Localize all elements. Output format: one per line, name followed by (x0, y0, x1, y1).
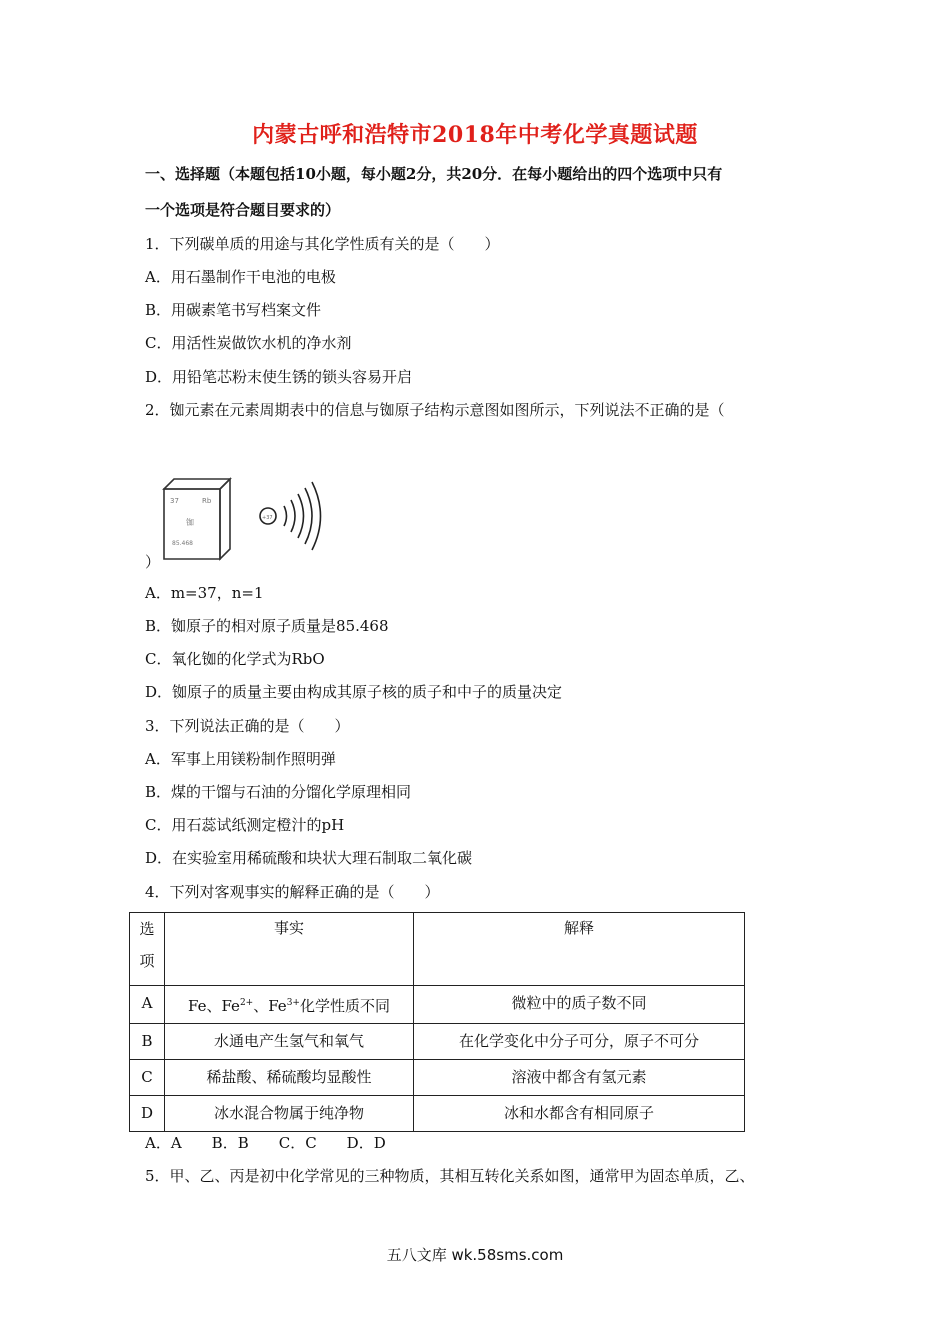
page-title: 内蒙古呼和浩特市2018年中考化学真题试题 (252, 122, 698, 148)
row-explain: 微粒中的质子数不同 (414, 986, 745, 1024)
table-row (130, 1060, 745, 1096)
q1-option-c: C．用活性炭做饮水机的净水剂 (145, 334, 352, 352)
header-fact: 事实 (165, 913, 414, 986)
header-option (130, 913, 165, 986)
row-fact: 冰水混合物属于纯净物 (165, 1096, 414, 1132)
row-fact: 水通电产生氢气和氧气 (165, 1024, 414, 1060)
header-explain: 解释 (414, 913, 745, 986)
q3-option-c: C．用石蕊试纸测定橙汁的pH (145, 816, 345, 834)
row-explain: 在化学变化中分子可分，原子不可分 (414, 1024, 745, 1060)
footer-watermark: 五八文库 wk.58sms.com (386, 1246, 564, 1264)
cell-name: 铷 (186, 518, 194, 527)
fact-part: 化学性质不同 (299, 997, 390, 1015)
q2-option-d: D．铷原子的质量主要由构成其原子核的质子和中子的质量决定 (145, 683, 563, 701)
q1-option-d: D．用铅笔芯粉末使生锈的锁头容易开启 (145, 368, 413, 386)
charge-sup: 3+ (286, 998, 300, 1008)
row-fact: 稀盐酸、稀硫酸均显酸性 (165, 1060, 414, 1096)
header-option-1: 选 (139, 920, 155, 938)
q3-option-d: D．在实验室用稀硫酸和块状大理石制取二氧化碳 (145, 849, 473, 867)
table-header-row (130, 913, 745, 986)
table-row (130, 986, 745, 1024)
q1-option-b: B．用碳素笔书写档案文件 (145, 301, 322, 319)
row-explain: 冰和水都含有相同原子 (414, 1096, 745, 1132)
cell-mass: 85.468 (172, 540, 193, 547)
q3-option-b: B．煤的干馏与石油的分馏化学原理相同 (145, 783, 412, 801)
charge-sup: 2+ (239, 998, 254, 1008)
q4-answers: A．A B．B C．C D．D (145, 1134, 386, 1152)
nucleus-label: +37 (262, 515, 273, 521)
q5-stem: 5．甲、乙、丙是初中化学常见的三种物质，其相互转化关系如图，通常甲为固态单质，乙、 (145, 1167, 755, 1185)
section-header-line1: 一、选择题（本题包括10小题，每小题2分，共20分．在每小题给出的四个选项中只有 (145, 165, 723, 183)
fact-part: Fe、Fe (188, 997, 240, 1015)
q3-option-a: A．军事上用镁粉制作照明弹 (145, 750, 336, 768)
q2-stem: 2．铷元素在元素周期表中的信息与铷原子结构示意图如图所示，下列说法不正确的是（ (145, 401, 725, 419)
q2-option-c: C．氧化铷的化学式为RbO (145, 650, 325, 668)
fact-part: 、Fe (253, 997, 287, 1015)
row-option: C (130, 1060, 165, 1096)
row-option: D (130, 1096, 165, 1132)
cell-atomic-number: 37 (170, 497, 179, 505)
q1-stem: 1．下列碳单质的用途与其化学性质有关的是（ ） (145, 235, 500, 253)
q2-option-b: B．铷原子的相对原子质量是85.468 (145, 617, 389, 635)
rubidium-figure (158, 475, 358, 565)
periodic-table-cell (164, 479, 230, 559)
section-header-line2: 一个选项是符合题目要求的） (145, 201, 341, 219)
table-row (130, 1024, 745, 1060)
q2-option-a: A．m=37，n=1 (145, 584, 264, 602)
table-row (130, 1096, 745, 1132)
cell-symbol: Rb (202, 497, 212, 505)
q3-stem: 3．下列说法正确的是（ ） (145, 717, 350, 735)
row-option: A (130, 986, 165, 1024)
q1-option-a: A．用石墨制作干电池的电极 (145, 268, 336, 286)
q4-table (129, 912, 745, 1132)
row-option: B (130, 1024, 165, 1060)
q4-stem: 4．下列对客观事实的解释正确的是（ ） (145, 883, 440, 901)
row-fact (165, 986, 414, 1024)
header-option-2: 项 (139, 952, 155, 970)
q2-stem-close: ） (145, 553, 161, 571)
row-explain: 溶液中都含有氢元素 (414, 1060, 745, 1096)
